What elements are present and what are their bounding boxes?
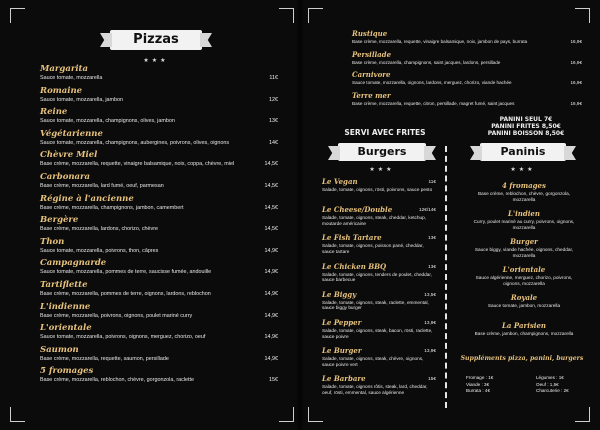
item-name: L'orientale: [502, 265, 546, 274]
menu-item: [40, 323, 278, 341]
item-description: Sauce tomate, jambon, mozzarella: [487, 303, 561, 308]
corner-decoration: [575, 407, 590, 422]
item-name: L'orientale: [40, 323, 92, 334]
item-description: Base crème, mozzarella, requette, citron, persillade, magret fumé, saint jacques: [352, 100, 515, 106]
menu-item: [40, 107, 278, 125]
item-price: 15€: [428, 376, 436, 382]
item-name: Le Burger: [322, 346, 362, 356]
right-page: [300, 0, 600, 430]
item-name: Le Cheese/Double: [322, 205, 393, 215]
menu-item: [40, 194, 278, 212]
item-price: 14,5€: [264, 161, 278, 168]
item-name: Le Barbare: [322, 374, 366, 384]
pizzas-banner: [110, 30, 202, 50]
item-name: Campagnarde: [40, 258, 107, 269]
item-description: Salade, tomate, oignons, steak, cheddar, ketchup, moutarde américaine: [322, 215, 426, 226]
item-description: Salade, tomate, oignons, tenders de poulet, cheddar, sauce barbecue: [322, 271, 432, 283]
panini-price-note: PANINI FRITES 8,50€: [491, 123, 561, 130]
supplement-line: Fromage : 1€: [466, 375, 494, 380]
item-name: L'indien: [508, 209, 540, 218]
menu-item: [322, 263, 436, 283]
menu-item: [40, 129, 278, 147]
item-description: Sauce tomate, mozzarella, poivrons, thon, câpres: [40, 247, 159, 254]
menu-item: [468, 266, 580, 286]
menu-item: [40, 237, 278, 255]
item-description: Sauce tomate, mozzarella, poivrons, oignons, merguez, chorizo, oeuf: [40, 334, 206, 341]
menu-item: [40, 345, 278, 363]
item-description: Salade, tomate, oignons, steak, chèvre, oignons, sauce poivre vert: [322, 356, 424, 367]
item-price: 13€: [428, 263, 436, 269]
paninis-banner: [480, 143, 566, 161]
menu-item: [40, 258, 278, 276]
item-name: Persillade: [352, 49, 392, 59]
item-description: Base crème, mozzarella, poivrons, oignons, poulet mariné curry: [40, 312, 193, 319]
item-description: Curry, poulet mariné au curry, poivrons, oignons, mozzarella: [473, 219, 575, 230]
item-name: Chèvre Miel: [40, 150, 98, 161]
item-description: Base crème, mozzarella, lard fumé, oeuf, parmesan: [40, 183, 164, 189]
menu-item: [322, 375, 436, 395]
item-name: 5 fromages: [40, 366, 94, 377]
item-price: 14,5€: [264, 204, 278, 211]
paninis-stars: ★★★: [510, 167, 536, 173]
item-description: Salade, tomate, oignons, steak, raclette, emmental, sauce biggy burger: [322, 299, 429, 311]
item-name: Bergère: [40, 215, 79, 226]
menu-item: [352, 30, 582, 45]
item-price: 16,9€: [570, 59, 582, 65]
item-price: 13,5€: [424, 291, 436, 297]
panini-price-note: PANINI SEUL 7€: [499, 116, 553, 123]
menu-item: [322, 347, 436, 367]
item-name: L'indienne: [40, 301, 91, 312]
item-price: 13€: [428, 235, 436, 241]
corner-decoration: [10, 407, 25, 422]
item-description: Base crème, mozzarella, requette, vinaigre balsamique, noix, coppa, chèvre, miel: [40, 161, 235, 168]
item-name: Carbonara: [40, 172, 91, 182]
item-name: Romaine: [40, 85, 83, 96]
item-name: Thon: [40, 236, 65, 247]
item-name: Le Fish Tartare: [322, 233, 382, 243]
item-description: Salade, tomate, oignons rôtis, steak, lard, cheddar, oeuf, rösti, emmental, sauce algérienne: [322, 384, 428, 395]
item-description: Sauce biggy, viande hachée, oignons, cheddar, mozzarella: [474, 247, 574, 258]
item-description: Base crème, mozzarella, requette, vinaigre balsamique, noix, jambon de pays, burrata: [352, 39, 528, 44]
item-description: Sauce tomate, mozzarella, jambon: [40, 96, 123, 103]
item-name: Reine: [40, 107, 68, 118]
menu-item: [40, 64, 278, 82]
item-name: Saumon: [40, 344, 79, 355]
item-description: Base crème, mozzarella, reblochon, chèvre, gorgonzola, raclette: [40, 377, 195, 384]
item-name: Rustique: [352, 29, 388, 38]
supplement-line: Oeuf : 1,5€: [536, 381, 559, 387]
menu-item: [468, 210, 580, 230]
item-description: Salade, tomate, oignons, steak, bacon, rösti, raclette, sauce poivre: [322, 328, 433, 339]
menu-item: [322, 206, 436, 226]
item-name: Margarita: [40, 64, 88, 74]
supplement-line: Viande : 3€: [466, 381, 490, 387]
item-price: 13,9€: [424, 348, 436, 354]
item-price: 16,9€: [570, 80, 582, 85]
item-price: 14,9€: [264, 355, 278, 362]
menu-item: [40, 215, 278, 233]
menu-item: [352, 71, 582, 86]
item-description: Base crème, mozzarella, pommes de terre, oignons, lardons, reblochon: [40, 291, 211, 297]
panini-notes: [478, 116, 574, 137]
item-name: Terre mer: [352, 90, 391, 100]
menu-item: [322, 178, 436, 193]
item-price: 14,9€: [264, 291, 278, 297]
item-name: Le Vegan: [322, 177, 358, 186]
pizzas-title: Pizzas: [133, 32, 179, 47]
item-name: Le Chicken BBQ: [322, 261, 387, 271]
item-name: Le Biggy: [322, 289, 357, 299]
menu-item: [40, 150, 278, 168]
item-description: Sauce algérienne, merguez, chorizo, poivrons, oignons, mozzarella: [475, 275, 573, 286]
menu-item: [468, 322, 580, 337]
menu-item: [468, 294, 580, 309]
item-price: 13,9€: [424, 320, 436, 325]
corner-decoration: [308, 8, 323, 23]
item-description: Salade, tomate, oignons, poisson pané, cheddar, sauce tartare: [322, 243, 424, 254]
item-description: Sauce tomate, mozzarella: [40, 75, 103, 81]
item-price: 12€/14€: [419, 207, 436, 213]
burgers-stars: ★★★: [369, 167, 395, 173]
item-price: 14,9€: [264, 334, 278, 341]
corner-decoration: [279, 407, 294, 422]
menu-item: [322, 319, 436, 339]
item-name: Régine à l'ancienne: [40, 193, 134, 204]
menu-item: [468, 182, 580, 202]
item-name: Le Pepper: [322, 318, 362, 327]
item-price: 12€: [269, 96, 278, 103]
item-description: Sauce tomate, mozzarella, pommes de terre, saucisse fumée, andouille: [40, 269, 212, 276]
item-description: Base crème, mozzarella, champignons, jambon, camembert: [40, 204, 184, 211]
item-price: 13€: [269, 118, 278, 125]
corner-decoration: [575, 8, 590, 23]
burgers-caption: SERVI AVEC FRITES: [344, 128, 426, 137]
menu-item: [40, 302, 278, 320]
supplement-line: Légumes : 1€: [536, 375, 564, 380]
column-separator: [445, 146, 447, 408]
item-price: 14,9€: [264, 269, 278, 276]
supplements-left: [466, 375, 493, 395]
burgers-banner: [338, 143, 426, 161]
item-name: 4 fromages: [502, 181, 546, 190]
item-price: 16,9€: [570, 39, 582, 44]
menu-item: [40, 366, 278, 384]
menu-item: [352, 92, 582, 107]
item-description: Base crème, mozzarella, champignons, saint jacques, lardons, persillade: [352, 59, 501, 65]
item-description: Base crème, mozzarella, lardons, chorizo, chèvre: [40, 226, 159, 233]
menu-item: [322, 234, 436, 254]
item-name: Burger: [510, 237, 538, 246]
item-description: Base crème, mozzarella, requette, saumon, persillade: [40, 355, 169, 362]
item-price: 14€: [269, 139, 278, 146]
item-name: Végétarienne: [40, 128, 103, 139]
burgers-title: Burgers: [357, 145, 407, 158]
corner-decoration: [10, 8, 25, 23]
item-description: Salade, tomate, oignons, rösti, poivrons, sauce pesto: [322, 187, 433, 192]
item-description: Base crème, reblochon, chèvre, gorgonzola, mozzarella: [478, 191, 570, 202]
item-price: 15€: [269, 377, 278, 384]
supplement-line: Charcuterie : 2€: [536, 388, 569, 394]
menu-item: [322, 291, 436, 311]
item-description: Sauce tomate, mozzarella, oignons, lardons, merguez, chorizo, viande hachée: [352, 80, 512, 85]
pizzas-stars: ★★★: [143, 58, 169, 64]
menu-item: [352, 51, 582, 66]
item-price: 14,5€: [264, 183, 278, 189]
supplements-right: [536, 375, 569, 395]
corner-decoration: [308, 407, 323, 422]
item-price: 11€: [269, 75, 278, 81]
menu-item: [40, 280, 278, 298]
menu-item: [40, 86, 278, 104]
item-price: 11€: [428, 179, 436, 184]
paninis-title: Paninis: [500, 145, 546, 158]
menu-item: [468, 238, 580, 258]
item-name: Royale: [510, 293, 538, 302]
menu-item: [40, 172, 278, 190]
item-price: 16,9€: [570, 100, 582, 106]
corner-decoration: [279, 8, 294, 23]
item-description: Sauce tomate, mozzarella, champignons, olives, jambon: [40, 118, 175, 125]
item-description: Base crème, jambon, champignons, mozzarella: [474, 331, 574, 336]
item-price: 14,9€: [264, 247, 278, 254]
supplement-line: Burrata : 4€: [466, 388, 491, 394]
item-description: Sauce tomate, mozzarella, champignons, aubergines, poivrons, olives, oignons: [40, 139, 230, 146]
panini-price-note: PANINI BOISSON 8,50€: [487, 130, 565, 137]
item-price: 14,9€: [264, 312, 278, 319]
item-name: Carnivore: [352, 70, 391, 79]
item-name: La Parisien: [502, 321, 546, 330]
item-price: 14,5€: [264, 226, 278, 233]
supplements-title: Suppléments pizza, panini, burgers: [460, 355, 584, 362]
item-name: Tartiflette: [40, 280, 88, 290]
